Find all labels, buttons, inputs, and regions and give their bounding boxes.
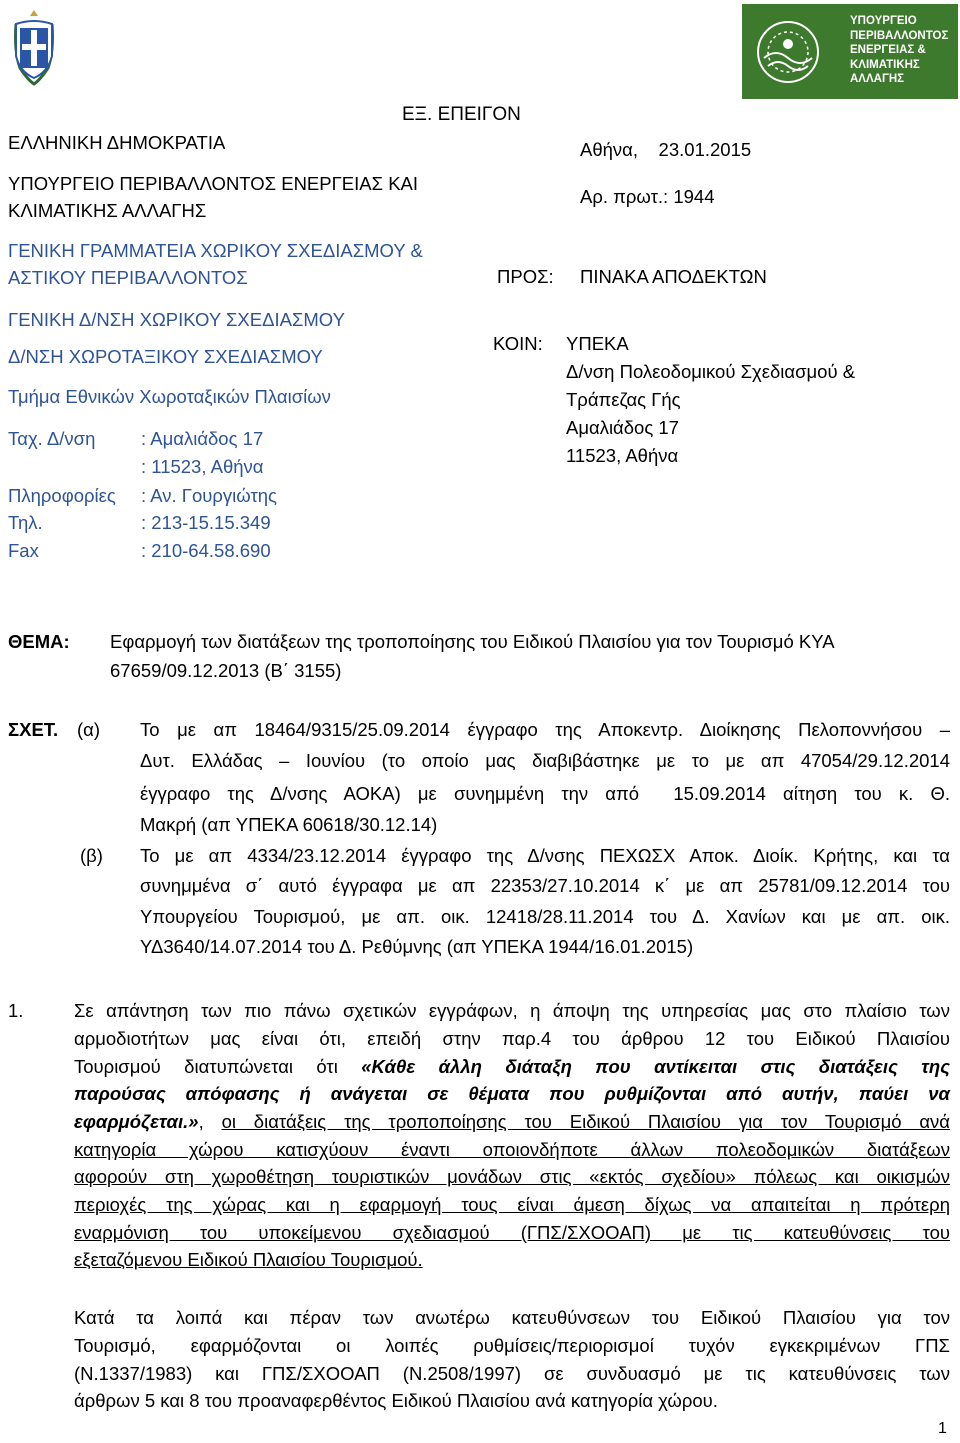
logo-text-line: ΑΛΛΑΓΗΣ [850, 73, 905, 86]
sun-wave-logo-icon [754, 18, 822, 86]
reference-b-label: (β) [80, 845, 103, 866]
underlined-text: εξεταζόμενου Ειδικού Πλαισίου Τουρισμού. [74, 1249, 423, 1270]
postal-value: : Αμαλιάδος 17 [141, 428, 264, 449]
body-text: , [198, 1111, 222, 1132]
body-line [74, 1056, 950, 1078]
body-line: (Ν.1337/1983) και ΓΠΣ/ΣΧΟΟΑΠ (Ν.2508/1997) σε συνδυασμό με τις κατευθύνσεις των [74, 1363, 950, 1384]
document-date: Αθήνα, 23.01.2015 [580, 139, 752, 160]
info-value: : Αν. Γουργιώτης [141, 485, 277, 506]
general-secretariat: ΓΕΝΙΚΗ ΓΡΑΜΜΑΤΕΙΑ ΧΩΡΙΚΟΥ ΣΧΕΔΙΑΣΜΟΥ & [8, 240, 423, 261]
body-line: άρθρων 5 και 8 του προαναφερθέντος Ειδικού Πλαισίου ανά κατηγορία χώρου. [74, 1390, 718, 1411]
fax-value: : 210-64.58.690 [141, 540, 271, 561]
postal-value: : 11523, Αθήνα [141, 456, 264, 477]
to-value: ΠΙΝΑΚΑ ΑΠΟΔΕΚΤΩΝ [580, 266, 767, 287]
general-secretariat: ΑΣΤΙΚΟΥ ΠΕΡΙΒΑΛΛΟΝΤΟΣ [8, 267, 248, 288]
quoted-provision: εφαρμόζεται.» [74, 1111, 199, 1132]
underlined-text: περιοχές της χώρας και η εφαρμογή τους είναι άμεση δίχως να απαιτείται η πρότερη [74, 1194, 950, 1215]
ministry-logo [742, 4, 958, 99]
info-label: Πληροφορίες [8, 485, 116, 506]
republic-title: ΕΛΛΗΝΙΚΗ ΔΗΜΟΚΡΑΤΙΑ [8, 132, 226, 153]
reference-a-line: Δυτ. Ελλάδας – Ιουνίου (το οποίο μας διαβιβάστηκε με το με απ 47054/29.12.2014 [140, 750, 950, 771]
directorate: Δ/ΝΣΗ ΧΩΡΟΤΑΞΙΚΟΥ ΣΧΕΔΙΑΣΜΟΥ [8, 346, 323, 367]
reference-a-label: (α) [77, 719, 101, 740]
reference-a-line: έγγραφο της Δ/νσης ΑΟΚΑ) με συνημμένη την από 15.09.2014 αίτηση του κ. Θ. [140, 783, 950, 804]
underlined-text: αφορούν στη χωροθέτηση τουριστικών μονάδων στις «εκτός σχεδίου» πόλεως και οικισμών [74, 1166, 950, 1187]
body-line: Κατά τα λοιπά και πέραν των ανωτέρω κατευθύνσεων του Ειδικού Πλαισίου για τον [74, 1307, 950, 1328]
phone-value: : 213-15.15.349 [141, 512, 271, 533]
cc-line: 11523, Αθήνα [566, 445, 679, 466]
logo-text-line: ΠΕΡΙΒΑΛΛΟΝΤΟΣ [850, 29, 949, 42]
subject-text: Εφαρμογή των διατάξεων της τροποποίησης του Ειδικού Πλαισίου για τον Τουρισμό ΚΥΑ [110, 631, 835, 652]
reference-b-line: Το με απ 4334/23.12.2014 έγγραφο της Δ/νσης ΠΕΧΩΣΧ Αποκ. Διοίκ. Κρήτης, και τα [140, 845, 950, 866]
quoted-provision: «Κάθε άλλη διάταξη που αντίκειται στις διατάξεις της [361, 1056, 950, 1077]
reference-a-line: Το με απ 18464/9315/25.09.2014 έγγραφο της Αποκεντρ. Διοίκησης Πελοποννήσου – [140, 719, 950, 740]
postal-label: Ταχ. Δ/νση [8, 428, 96, 449]
logo-text-line: ΚΛΙΜΑΤΙΚΗΣ [850, 58, 920, 71]
ministry-title: ΚΛΙΜΑΤΙΚΗΣ ΑΛΛΑΓΗΣ [8, 200, 207, 221]
ministry-title: ΥΠΟΥΡΓΕΙΟ ΠΕΡΙΒΑΛΛΟΝΤΟΣ ΕΝΕΡΓΕΙΑΣ ΚΑΙ [8, 173, 419, 194]
body-line: αρμοδιοτήτων μας είναι ότι, επειδή στην παρ.4 του άρθρου 12 του Ειδικού Πλαισίου [74, 1028, 950, 1049]
body-line [74, 1111, 950, 1133]
subject-text: 67659/09.12.2013 (Β΄ 3155) [110, 660, 342, 681]
protocol-number: Αρ. πρωτ.: 1944 [580, 186, 715, 207]
reference-b-line: συνημμένα σ΄ αυτό έγγραφα με απ 22353/27.10.2014 κ΄ με απ 25781/09.12.2014 του [140, 875, 950, 896]
reference-b-line: ΥΔ3640/14.07.2014 του Δ. Ρεθύμνης (απ ΥΠΕΚΑ 1944/16.01.2015) [140, 936, 694, 957]
logo-text-line: ΕΝΕΡΓΕΙΑΣ & [850, 44, 926, 57]
subject-label: ΘΕΜΑ: [8, 631, 70, 652]
to-label: ΠΡΟΣ: [497, 266, 554, 287]
fax-label: Fax [8, 540, 39, 561]
greek-emblem-icon [8, 6, 60, 86]
cc-line: ΥΠΕΚΑ [566, 333, 629, 354]
item-number: 1. [8, 1000, 24, 1021]
references-label: ΣΧΕΤ. [8, 719, 59, 740]
page-number: 1 [938, 1420, 947, 1437]
cc-line: Δ/νση Πολεοδομικού Σχεδιασμού & [566, 361, 856, 382]
cc-line: Αμαλιάδος 17 [566, 417, 679, 438]
underlined-text: κατηγορία χώρου κατισχύουν έναντι οποιονδήποτε άλλων πολεοδομικών διατάξεων [74, 1139, 950, 1160]
reference-a-line: Μακρή (απ ΥΠΕΚΑ 60618/30.12.14) [140, 814, 438, 835]
cc-line: Τράπεζας Γής [566, 389, 681, 410]
underlined-text: οι διατάξεις της τροποποίησης του Ειδικού Πλαισίου για τον Τουρισμό ανά [221, 1111, 951, 1132]
urgent-label: ΕΞ. ΕΠΕΙΓΟΝ [402, 104, 521, 125]
logo-text-line: ΥΠΟΥΡΓΕΙΟ [850, 15, 917, 27]
cc-label: ΚΟΙΝ: [493, 333, 543, 354]
general-directorate: ΓΕΝΙΚΗ Δ/ΝΣΗ ΧΩΡΙΚΟΥ ΣΧΕΔΙΑΣΜΟΥ [8, 309, 345, 330]
quoted-provision: παρούσας απόφασης ή ανάγεται σε θέματα που ρυθμίζονται από αυτήν, παύει να [74, 1083, 950, 1104]
underlined-text: εναρμόνιση του υποκείμενου σχεδιασμού (ΓΠΣ/ΣΧΟΟΑΠ) με τις κατευθύνσεις του [74, 1222, 950, 1243]
body-text: Τουρισμού διατυπώνεται ότι [74, 1056, 362, 1077]
department: Τμήμα Εθνικών Χωροταξικών Πλαισίων [8, 386, 331, 407]
body-line: Σε απάντηση των πιο πάνω σχετικών εγγράφων, η άποψη της υπηρεσίας μας στο πλαίσιο των [74, 1000, 950, 1021]
body-line: Τουρισμό, εφαρμόζονται οι λοιπές ρυθμίσεις/περιορισμοί τυχόν εγκεκριμένων ΓΠΣ [74, 1335, 950, 1356]
phone-label: Τηλ. [8, 512, 43, 533]
reference-b-line: Υπουργείου Τουρισμού, με απ. οικ. 12418/28.11.2014 του Δ. Χανίων και με απ. οικ. [140, 906, 950, 927]
